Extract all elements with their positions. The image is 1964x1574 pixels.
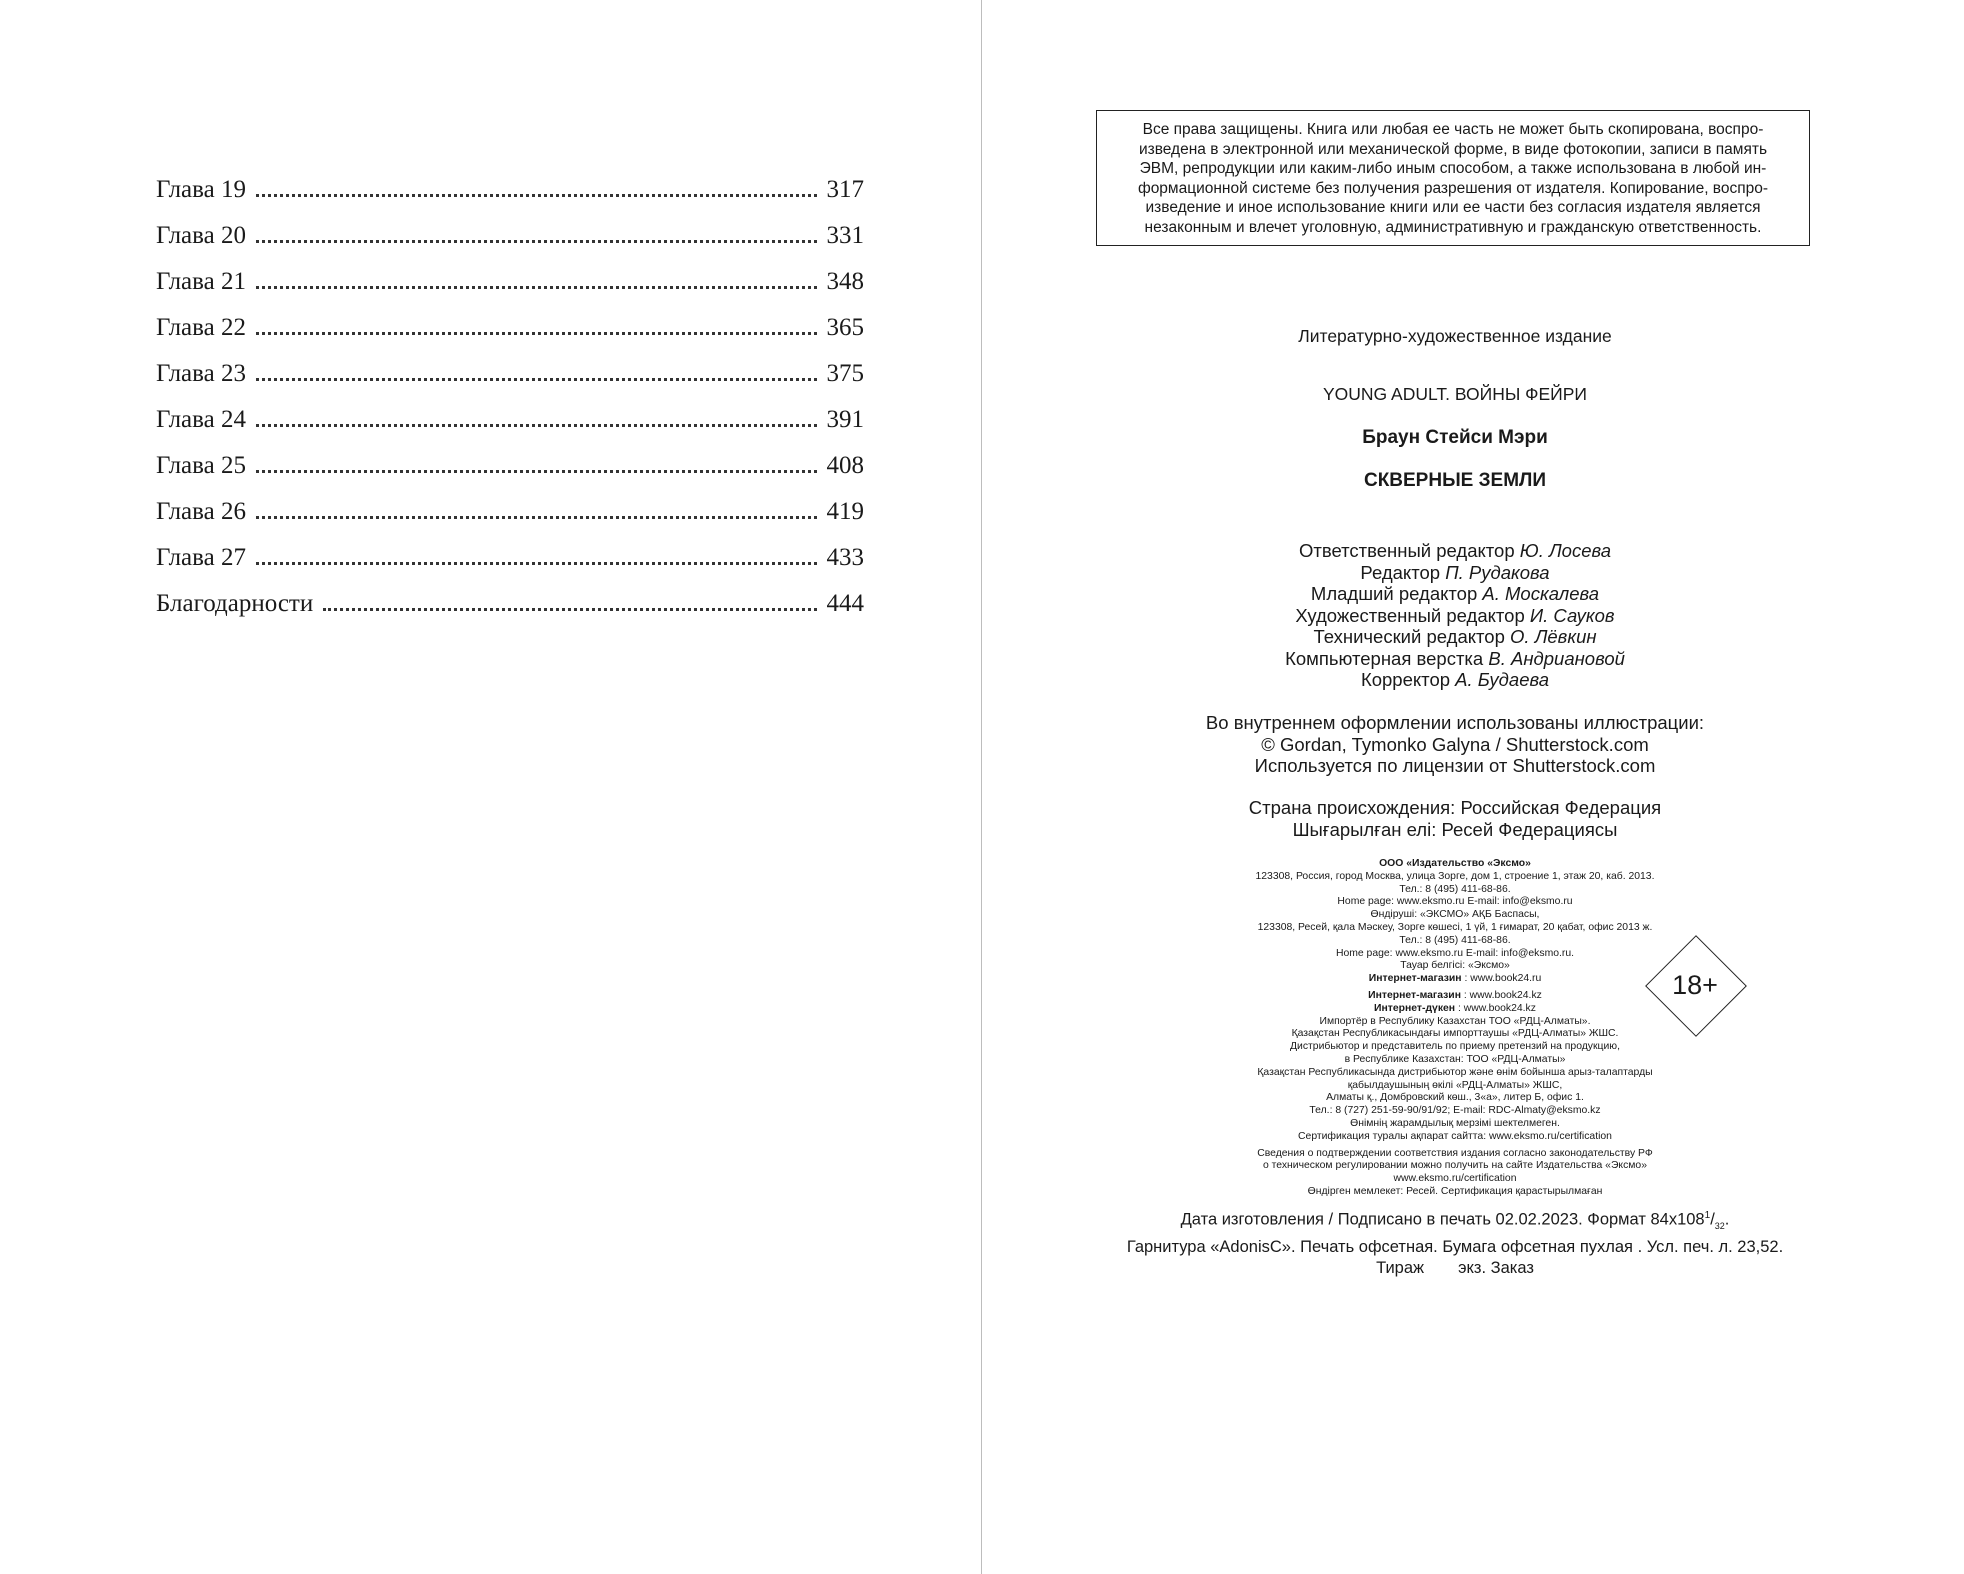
toc-dot-leader bbox=[256, 424, 817, 427]
copyright-line: Все права защищены. Книга или любая ее часть не может быть скопирована, воспро- bbox=[1142, 121, 1764, 138]
credit-role: Редактор bbox=[1360, 561, 1441, 583]
publisher-line: Тауар белгісі: «Эксмо» bbox=[1400, 960, 1510, 972]
toc-dot-leader bbox=[256, 286, 817, 289]
toc-entry-title: Глава 20 bbox=[156, 222, 246, 249]
credit-role: Художественный редактор bbox=[1295, 604, 1525, 626]
credit-line bbox=[1000, 669, 1910, 691]
production-details bbox=[1000, 1205, 1910, 1279]
editorial-credits bbox=[1000, 540, 1910, 691]
publisher-line: Сведения о подтверждении соответствия издания согласно законодательству РФ bbox=[1257, 1147, 1653, 1159]
toc-entry-page: 419 bbox=[826, 498, 864, 525]
toc-dot-leader bbox=[256, 378, 817, 381]
toc-dot-leader bbox=[323, 608, 816, 611]
toc-entry bbox=[156, 314, 864, 360]
toc-entry bbox=[156, 452, 864, 498]
illustration-line: Используется по лицензии от Shutterstock.com bbox=[1254, 755, 1656, 776]
credit-line bbox=[1000, 605, 1910, 627]
origin-line: Шығарылған елі: Ресей Федерациясы bbox=[1292, 818, 1618, 840]
toc-dot-leader bbox=[256, 332, 817, 335]
publisher-line: www.eksmo.ru/certification bbox=[1393, 1173, 1517, 1185]
publisher-line-value: : www.book24.kz bbox=[1460, 989, 1542, 1001]
production-line-1: Дата изготовления / Подписано в печать 02.02.2023. Формат $84x108^1/_{32}$. bbox=[1180, 1210, 1730, 1231]
copyright-line: формационной системе без получения разрешения от издателя. Копирование, воспро- bbox=[1137, 179, 1769, 197]
publisher-line: Тел.: 8 (495) 411-68-86. bbox=[1399, 883, 1511, 895]
production-line-3: Тираж экз. Заказ bbox=[1376, 1258, 1534, 1277]
toc-entry-page: 408 bbox=[826, 452, 864, 479]
toc-entry-title: Глава 22 bbox=[156, 314, 246, 341]
publisher-line-label: Интернет-магазин bbox=[1368, 989, 1461, 1001]
copyright-line: незаконным и влечет уголовную, административную и гражданскую ответственность. bbox=[1144, 218, 1762, 236]
toc-entry-title: Глава 23 bbox=[156, 360, 246, 387]
publisher-line: ООО «Издательство «Эксмо» bbox=[1379, 858, 1531, 869]
toc-entry-title: Глава 24 bbox=[156, 406, 246, 433]
publisher-line: Сертификация туралы ақпарат сайтта: www.eksmo.ru/certification bbox=[1298, 1130, 1612, 1142]
toc-entry-title: Глава 19 bbox=[156, 176, 246, 203]
book-title: СКВЕРНЫЕ ЗЕМЛИ bbox=[1363, 470, 1547, 491]
publisher-line: 123308, Ресей, қала Мәскеу, Зорге көшесі, 1 үй, 1 ғимарат, 20 қабат, офис 2013 ж. bbox=[1257, 921, 1653, 933]
publisher-line: Өнімнің жарамдылық мерзімі шектелмеген. bbox=[1350, 1117, 1560, 1129]
credit-line bbox=[1000, 648, 1910, 670]
toc-entry-title: Глава 21 bbox=[156, 268, 246, 295]
toc-entry-page: 331 bbox=[826, 222, 864, 249]
toc-entry bbox=[156, 360, 864, 406]
copyright-line: изведение и иное использование книги или ее части без согласия издателя является bbox=[1145, 199, 1761, 216]
publisher-line: Қазақстан Республикасындағы импорттаушы «РДЦ-Алматы» ЖШС. bbox=[1291, 1028, 1619, 1040]
publisher-line-label: Интернет-дүкен bbox=[1374, 1002, 1456, 1014]
publisher-line: Қазақстан Республикасында дистрибьютор және өнім бойынша арыз-талаптарды bbox=[1257, 1066, 1653, 1078]
country-of-origin bbox=[1000, 797, 1910, 840]
toc-entry-page: 433 bbox=[826, 544, 864, 571]
publisher-line: Тел.: 8 (495) 411-68-86. bbox=[1399, 934, 1511, 946]
credit-role: Младший редактор bbox=[1310, 583, 1478, 604]
credit-line bbox=[1000, 626, 1910, 648]
publisher-line: Импортёр в Республику Казахстан ТОО «РДЦ-Алматы». bbox=[1319, 1015, 1591, 1027]
toc-entry-title: Глава 25 bbox=[156, 452, 246, 479]
credit-role: Компьютерная верстка bbox=[1285, 647, 1484, 669]
credit-line bbox=[1000, 562, 1910, 584]
series-name: YOUNG ADULT. ВОЙНЫ ФЕЙРИ bbox=[1322, 384, 1587, 404]
toc-dot-leader bbox=[256, 194, 817, 197]
credit-line bbox=[1000, 540, 1910, 562]
credit-role: Технический редактор bbox=[1313, 626, 1505, 647]
production-line-2: Гарнитура «AdonisC». Печать офсетная. Бумага офсетная пухлая . Усл. печ. л. 23,52. bbox=[1126, 1237, 1784, 1256]
publisher-line bbox=[1000, 990, 1910, 1003]
publisher-line-label: Интернет-магазин bbox=[1368, 973, 1462, 985]
credit-name: И. Сауков bbox=[1529, 604, 1615, 626]
toc-entry bbox=[156, 590, 864, 636]
age-rating-label: 18+ bbox=[1672, 970, 1718, 1000]
copyright-line: изведена в электронной или механической форме, в виде фотокопии, записи в память bbox=[1138, 140, 1768, 158]
toc-entry-page: 348 bbox=[826, 268, 864, 295]
publisher-line: Өндіруші: «ЭКСМО» АҚБ Баспасы, bbox=[1370, 909, 1540, 921]
publisher-line: 123308, Россия, город Москва, улица Зорге, дом 1, строение 1, этаж 20, каб. 2013. bbox=[1255, 870, 1655, 882]
credit-name: Ю. Лосева bbox=[1519, 540, 1612, 561]
toc-entry-page: 375 bbox=[826, 360, 864, 387]
toc-entry-page: 391 bbox=[826, 406, 864, 433]
credit-name: А. Москалева bbox=[1482, 583, 1600, 604]
toc-dot-leader bbox=[256, 516, 817, 519]
credit-line bbox=[1000, 583, 1910, 605]
toc-entry-title: Глава 26 bbox=[156, 498, 246, 525]
credit-role: Корректор bbox=[1360, 669, 1451, 690]
publisher-line bbox=[1000, 1003, 1910, 1016]
publisher-info bbox=[1000, 858, 1910, 1199]
publisher-line: Алматы қ., Домбровский көш., 3«а», литер Б, офис 1. bbox=[1326, 1092, 1584, 1104]
credit-name: П. Рудакова bbox=[1445, 561, 1550, 583]
table-of-contents bbox=[156, 176, 864, 636]
publisher-line: Өндірген мемлекет: Ресей. Сертификация қарастырылмаған bbox=[1307, 1185, 1603, 1197]
toc-entry bbox=[156, 268, 864, 314]
publisher-line: Home page: www.eksmo.ru E-mail: info@eksmo.ru bbox=[1337, 896, 1573, 908]
toc-entry bbox=[156, 222, 864, 268]
credit-name: О. Лёвкин bbox=[1510, 626, 1597, 647]
toc-entry bbox=[156, 406, 864, 452]
illustration-line: Во внутреннем оформлении использованы иллюстрации: bbox=[1205, 712, 1705, 733]
copyright-line: ЭВМ, репродукции или каким-либо иным способом, а также использована в любой ин- bbox=[1139, 160, 1767, 177]
publisher-line: Home page: www.eksmo.ru E-mail: info@eksmo.ru. bbox=[1335, 947, 1575, 959]
credit-role: Ответственный редактор bbox=[1298, 540, 1515, 561]
toc-entry-page: 444 bbox=[826, 590, 864, 617]
publisher-line: о техническом регулировании можно получить на сайте Издательства «Эксмо» bbox=[1263, 1160, 1647, 1172]
credit-name: В. Андриановой bbox=[1488, 647, 1625, 669]
publication-kind: Литературно-художественное издание bbox=[1298, 326, 1612, 346]
toc-entry bbox=[156, 544, 864, 590]
illustration-line: © Gordan, Tymonko Galyna / Shutterstock.com bbox=[1261, 733, 1649, 755]
author-name: Браун Стейси Мэри bbox=[1362, 427, 1548, 448]
publisher-line: Дистрибьютор и представитель по приему претензий на продукцию, bbox=[1290, 1041, 1620, 1053]
publisher-line-value: : www.book24.kz bbox=[1455, 1002, 1536, 1014]
toc-entry-title: Глава 27 bbox=[156, 544, 246, 571]
toc-entry bbox=[156, 498, 864, 544]
copyright-notice bbox=[1096, 110, 1810, 246]
publisher-line: Тел.: 8 (727) 251-59-90/91/92; E-mail: RDC-Almaty@eksmo.kz bbox=[1309, 1105, 1601, 1117]
toc-dot-leader bbox=[256, 240, 817, 243]
publisher-line: в Республике Казахстан: ТОО «РДЦ-Алматы» bbox=[1344, 1053, 1566, 1065]
publisher-line bbox=[1000, 973, 1910, 986]
publisher-line-value: : www.book24.ru bbox=[1461, 973, 1542, 985]
toc-entry-page: 365 bbox=[826, 314, 864, 341]
page-gutter bbox=[981, 0, 982, 1574]
toc-dot-leader bbox=[256, 470, 817, 473]
toc-entry-page: 317 bbox=[826, 176, 864, 203]
publisher-line: қабылдаушының өкілі «РДЦ-Алматы» ЖШС, bbox=[1347, 1079, 1563, 1091]
toc-dot-leader bbox=[256, 562, 817, 565]
illustration-credits bbox=[1000, 712, 1910, 777]
toc-entry bbox=[156, 176, 864, 222]
origin-line: Страна происхождения: Российская Федерация bbox=[1248, 797, 1662, 818]
credit-name: А. Будаева bbox=[1455, 669, 1550, 690]
toc-entry-title: Благодарности bbox=[156, 590, 314, 617]
